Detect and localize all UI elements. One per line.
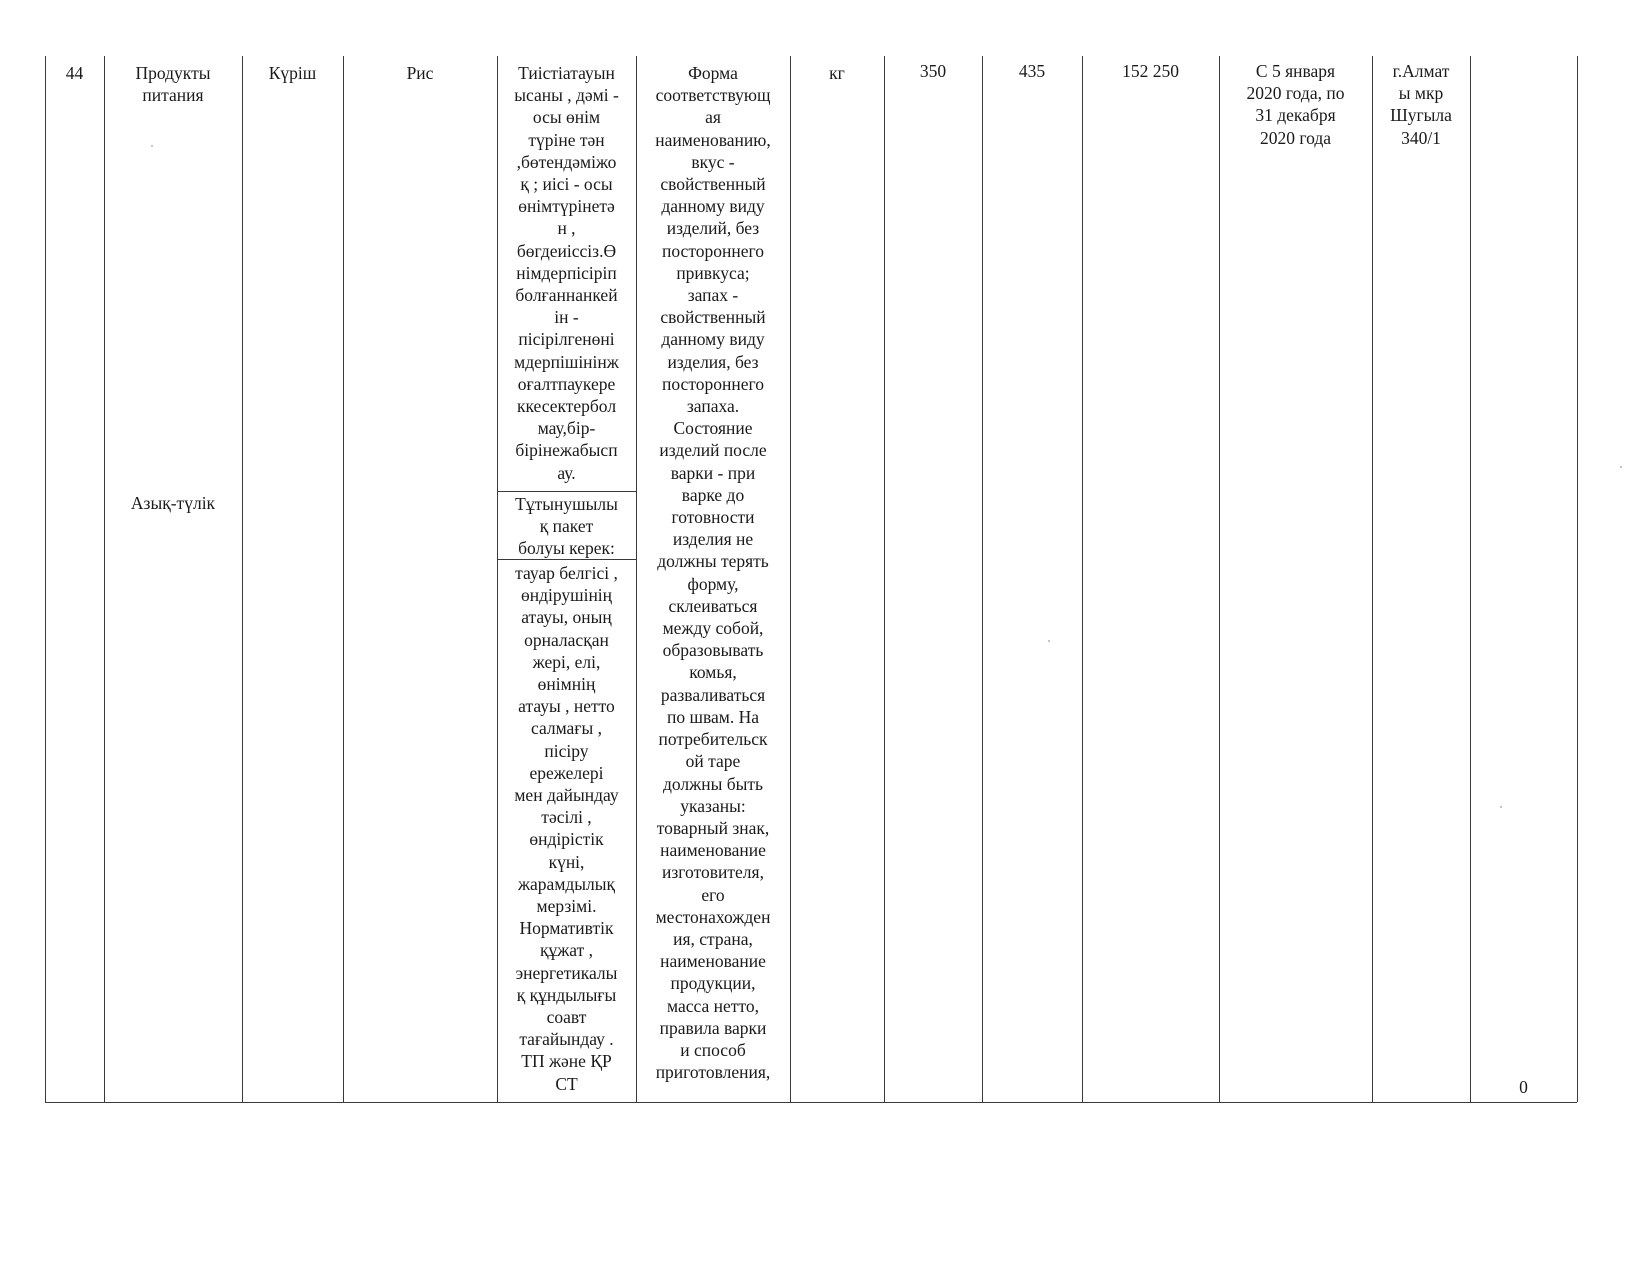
text-line: німдерпісіріп [516,262,617,283]
text-line: орналасқан [524,629,609,650]
text-line: өнімнің [537,674,596,695]
col-border [1082,56,1083,1102]
text-line: постороннего [662,240,764,261]
text-line: тағайындау . [519,1029,614,1050]
text-line: вкус - [691,151,735,172]
text-line: өндірістік [529,829,604,850]
text-line: Тиістіатауын [518,63,615,83]
text-line: наименование [660,951,766,972]
spec-kz-block-2 [497,493,636,560]
text-line: пісіру [544,740,589,761]
text-line: потребительск [658,729,768,750]
text-line: свойственный [660,174,766,195]
col-border [1577,56,1578,1102]
text-line: түріне тән [528,129,605,150]
col-border [104,56,105,1102]
text-line: ін - [554,307,579,328]
text-line: тәсілі , [541,807,592,828]
scan-speck [1620,466,1622,468]
text-line: 2020 года, по [1246,83,1345,104]
text-line: местонахожден [655,906,771,927]
item-name-ru [343,62,497,84]
text-line: өндірушінің [520,585,613,606]
price [982,60,1082,82]
text-line: комья, [689,662,737,683]
text-line: бөгдеиіссіз.Ө [516,240,617,261]
text-line: оғалтпаукере [517,373,616,394]
text-line: должны быть [662,773,764,794]
text-line: мау,бір- [537,418,596,439]
text-line: изделий после [659,440,767,461]
text-line: ысаны , дәмі - [514,85,619,106]
text-line: масса нетто, [667,995,759,1016]
text-line: болуы керек: [518,538,615,559]
text-line: ая [705,107,721,128]
text-line: пісірілгенөні [518,329,615,350]
text-line: мен дайындау [514,785,619,806]
text-line: указаны: [680,795,746,816]
text-line: постороннего [662,373,764,394]
text-line: питания [142,85,204,106]
text-line: 152 250 [1122,61,1179,81]
text-line: изделия, без [667,351,759,372]
text-line: данному виду [661,196,765,217]
text-line: варке до [681,484,745,505]
text-line: склеиваться [668,595,758,616]
text-line: қ пакет [539,516,594,537]
quantity [884,60,982,82]
text-line: СТ [555,1073,578,1094]
text-line: Продукты [135,63,211,83]
text-line: құжат , [539,940,594,961]
text-line: күні, [548,851,585,872]
text-line: между собой, [662,618,764,639]
text-line: жері, елі, [532,651,601,672]
text-line: кг [829,63,845,83]
row-number [45,62,104,84]
text-line: образовывать [662,640,764,661]
text-line: ккесектербол [516,396,617,417]
text-line: ,бөтендәміжо [516,151,617,172]
product-name-kz [104,492,242,514]
text-line: его [701,884,725,905]
text-line: изделия не [672,529,754,550]
text-line: мерзімі. [536,896,597,917]
text-line: 31 декабря [1255,105,1336,126]
spec-ru [636,62,790,1083]
spec-kz-block-1 [497,62,636,484]
text-line: ой таре [685,751,741,772]
text-line: атауы, оның [521,607,612,628]
col-border [1470,56,1471,1102]
text-line: приготовления, [655,1062,771,1083]
text-line: изготовителя, [662,862,764,883]
col-border [790,56,791,1102]
text-line: г.Алмат [1392,61,1450,81]
text-line: Азық-түлік [130,493,216,513]
text-line: свойственный [660,307,766,328]
text-line: Күріш [268,63,317,83]
text-line: Тұтынушылы [515,494,618,514]
text-line: Нормативтік [519,918,614,939]
unit [790,62,884,84]
text-line: соавт [546,1007,587,1028]
col-border [1219,56,1220,1102]
row-number-text: 44 [65,63,84,83]
text-line: мдерпішінінж [514,351,619,372]
text-line: ережелері [529,762,604,783]
text-line: правила варки [659,1017,767,1038]
text-line: ы мкр [1398,83,1444,104]
text-line: Рис [406,63,434,83]
text-line: осы өнім [532,107,601,128]
text-line: С 5 января [1255,61,1336,81]
text-line: 350 [919,61,947,81]
text-line: қ ; иісі - осы [520,174,613,195]
col-border [343,56,344,1102]
text-line: 0 [1519,1077,1528,1097]
delivery-place [1372,60,1470,149]
scan-speck [151,145,153,147]
amount [1082,60,1219,82]
text-line: қ құндылығы [516,984,617,1005]
text-line: 435 [1018,61,1046,81]
text-line: наименование [660,840,766,861]
col-border [884,56,885,1102]
text-line: Состояние [673,418,753,439]
text-line: запах - [687,285,739,306]
text-line: бірінежабысп [515,440,618,461]
text-line: ау. [557,462,576,483]
table-bottom-border [45,1102,1577,1103]
text-line: өнімтүрінетә [518,196,615,217]
scan-speck [1048,640,1050,642]
col-border [45,56,46,1102]
last-column-value [1470,1076,1577,1098]
text-line: данному виду [661,329,765,350]
text-line: Форма [688,63,738,83]
text-line: 2020 года [1259,127,1332,148]
text-line: 340/1 [1401,127,1441,148]
text-line: товарный знак, [656,817,770,838]
text-line: готовности [671,507,755,528]
text-line: ия, страна, [673,928,753,949]
text-line: ТП және ҚР [521,1051,612,1072]
product-name-ru [104,62,242,106]
text-line: по швам. На [667,706,759,727]
text-line: форму, [687,573,739,594]
text-line: соответствующ [655,85,771,106]
col-border [242,56,243,1102]
spec-divider [497,491,636,492]
text-line: изделий, без [666,218,760,239]
text-line: должны терять [657,551,769,572]
scan-speck [1500,806,1502,808]
text-line: привкуса; [676,262,750,283]
delivery-period [1219,60,1372,149]
text-line: болғаннанкей [515,285,618,306]
text-line: Шугыла [1390,105,1452,126]
text-line: наименованию, [655,129,771,150]
text-line: атауы , нетто [518,696,615,717]
text-line: разваливаться [660,684,766,705]
text-line: энергетикалы [515,962,618,983]
spec-kz-block-3 [497,562,636,1095]
item-name-kz [242,62,343,84]
col-border [982,56,983,1102]
text-line: и способ [680,1039,746,1060]
text-line: н , [557,218,576,239]
text-line: жарамдылық [517,873,616,894]
text-line: продукции, [670,973,756,994]
text-line: варки - при [670,462,756,483]
col-border [1372,56,1373,1102]
text-line: салмағы , [530,718,603,739]
text-line: запаха. [686,396,740,417]
text-line: тауар белгісі , [515,563,618,583]
